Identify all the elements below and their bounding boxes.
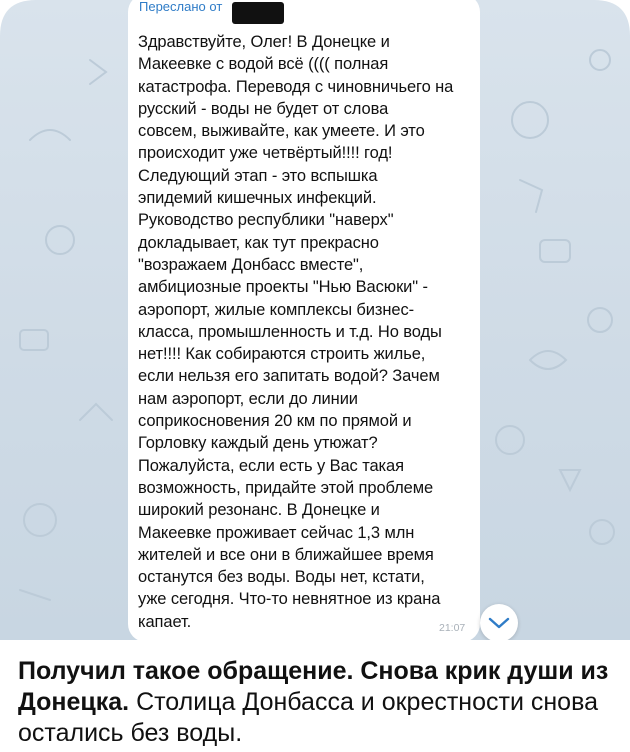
message-text: Здравствуйте, Олег! В Донецке и Макеевке с водой всё (((( полная катастрофа. Переводя с чиновничьего на русский - воды не будет от слова совсем, выживайте, как умеете. И это происходит уже четвёртый!!!! год! Следующий этап - это вспышка эпидемий кишечных инфекций. Руководство республики "наверх" докладывает, как тут прекрасно "возражаем Донбасс вместе", амбициозные проекты "Нью Васюки" - аэропорт, жилые комплексы бизнес- класса, промышленность и т.д. Но воды нет!!!! Как собираются строить жилье, если нельзя его запитать водой? Зачем нам аэропорт, если до линии соприкосновения 20 км по прямой и Горловку каждый день утюжат? Пожалуйста, если есть у Вас такая возможность, придайте этой проблеме широкий резонанс. В Донецке и Макеевке проживает сейчас 1,3 млн жителей и все они в ближайшее время останутся без воды. Воды нет, кстати, уже сегодня. Что-то невнятное из крана капает.	[138, 33, 454, 631]
message-time: 21:07	[439, 622, 466, 634]
caption-regular: Столица Донбасса и окрестности снова остались без воды.	[18, 688, 598, 747]
redacted-sender	[232, 2, 284, 24]
forwarded-from-label[interactable]: Переслано от	[139, 0, 223, 14]
scroll-down-button[interactable]	[480, 604, 518, 640]
post-caption	[18, 656, 618, 749]
chevron-down-icon	[488, 616, 510, 630]
caption-bold: Получил такое обращение. Снова крик души из Донецка.	[18, 657, 609, 716]
